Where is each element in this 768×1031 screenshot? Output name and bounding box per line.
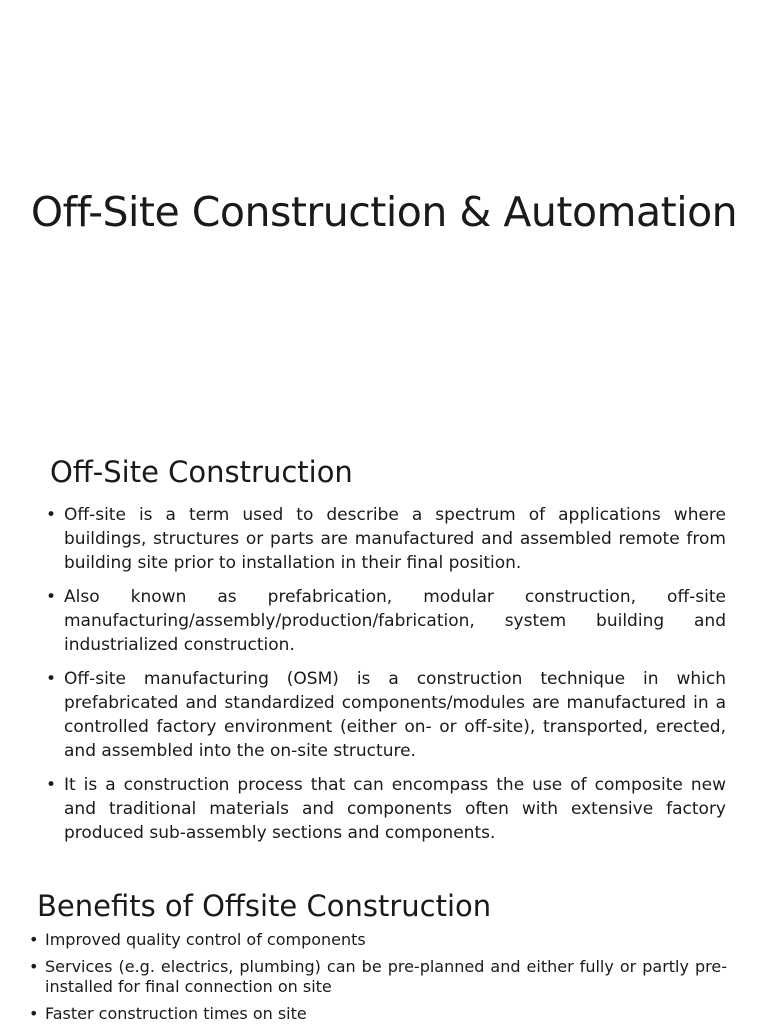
- bullet-icon: •: [29, 1004, 39, 1023]
- off-site-construction-section: [46, 452, 726, 855]
- bullet-text: It is a construction process that can encompass the use of composite new and traditional materials and components often with extensive factory produced sub-assembly sections and components.: [64, 775, 726, 843]
- bullet-item: [46, 773, 726, 845]
- bullet-text: Off-site is a term used to describe a spectrum of applications where buildings, structures or parts are manufactured and assembled remote from building site prior to installation in their final position.: [64, 505, 726, 573]
- bullet-item: [46, 667, 726, 763]
- bullet-list: [29, 930, 727, 1024]
- bullet-item: [29, 930, 727, 950]
- bullet-text: Off-site manufacturing (OSM) is a construction technique in which prefabricated and standardized components/modules are manufactured in a controlled factory environment (either on- or off-site), transported, erected, and assembled into the on-site structure.: [64, 669, 726, 761]
- section-heading: Off-Site Construction: [50, 455, 353, 489]
- bullet-icon: •: [46, 505, 57, 525]
- benefits-section: [29, 886, 727, 1031]
- bullet-item: [29, 957, 727, 997]
- bullet-text: Services (e.g. electrics, plumbing) can be pre-planned and either fully or partly pre-installed for final connection on site: [45, 957, 727, 996]
- bullet-icon: •: [29, 957, 39, 976]
- bullet-text: Faster construction times on site: [45, 1004, 307, 1023]
- bullet-icon: •: [46, 669, 57, 689]
- bullet-icon: •: [29, 930, 39, 949]
- bullet-list: [46, 503, 726, 845]
- bullet-text: Also known as prefabrication, modular construction, off-site manufacturing/assembly/production/fabrication, system building and industrialized construction.: [64, 587, 726, 655]
- bullet-item: [29, 1004, 727, 1024]
- bullet-icon: •: [46, 587, 57, 607]
- slide-title: Off-Site Construction & Automation: [30, 188, 738, 236]
- bullet-icon: •: [46, 775, 57, 795]
- bullet-item: [46, 585, 726, 657]
- section-heading: Benefits of Offsite Construction: [37, 889, 492, 923]
- bullet-item: [46, 503, 726, 575]
- bullet-text: Improved quality control of components: [45, 930, 366, 949]
